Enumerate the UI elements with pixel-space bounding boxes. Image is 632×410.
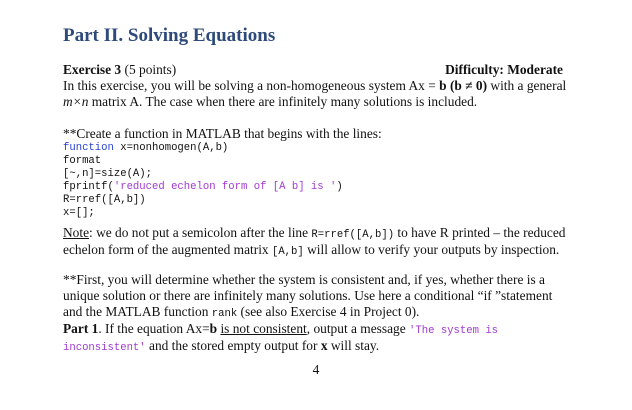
code-line-4 — [63, 181, 573, 194]
first-line-2: unique solution or there are infinitely many solutions. Use here a conditional “if ”statement — [63, 288, 553, 303]
part1-text-3: and the stored empty output for — [145, 338, 321, 353]
part1-x: x — [320, 338, 328, 353]
first-block — [63, 272, 573, 355]
note-code-rref: R=rref([A,b]) — [311, 229, 395, 241]
note-text-1: : we do not put a semicolon after the line — [89, 225, 312, 240]
first-line-3 — [63, 304, 573, 321]
code-string: 'reduced echelon form of [A b] is ' — [113, 181, 337, 193]
intro-line-2 — [63, 94, 573, 110]
intro-text: In this exercise, you will be solving a non-homogeneous system — [63, 78, 409, 93]
part1-message-2: inconsistent' — [63, 342, 146, 354]
first-line-1: **First, you will determine whether the system is consistent and, if yes, whether there is a — [63, 272, 545, 287]
part1-label: Part 1 — [63, 321, 99, 336]
code-line-6: x=[]; — [63, 207, 95, 219]
part1-text-2: , output a message — [306, 321, 410, 336]
part1-ax: Ax= — [185, 321, 210, 336]
section-title: Part II. Solving Equations — [63, 25, 276, 46]
code-line-2: format — [63, 155, 102, 167]
create-lead: **Create a function in MATLAB that begins with the lines: — [63, 126, 382, 141]
first-code-rank: rank — [211, 308, 238, 320]
intro-ax: Ax = — [408, 78, 440, 93]
part1-not-consistent: is not consistent — [220, 321, 307, 336]
note-block — [63, 225, 573, 259]
intro-text-3: matrix A. The case when there are infinitely many solutions is included. — [88, 94, 478, 109]
exercise-header — [63, 62, 573, 78]
intro-text-2: with a general — [487, 78, 567, 93]
code-signature: x=nonhomogen(A,b) — [113, 142, 229, 154]
part1-line-2 — [63, 338, 573, 355]
code-line-5: R=rref([A,b]) — [63, 194, 146, 206]
note-code-ab: [A,b] — [271, 246, 304, 258]
intro-b: b — [439, 78, 447, 93]
create-block — [63, 126, 573, 220]
difficulty-label: Difficulty: Moderate — [445, 62, 563, 77]
part1-line-1 — [63, 321, 573, 338]
exercise-points: (5 points) — [124, 62, 177, 77]
exercise-heading: Exercise 3 — [63, 62, 122, 77]
first-text-3b: (see also Exercise 4 in Project 0). — [237, 304, 420, 319]
note-label: Note — [63, 225, 90, 240]
code-line-3: [~,n]=size(A); — [63, 168, 153, 180]
code-block — [63, 142, 573, 220]
note-text-3: echelon form of the augmented matrix — [63, 242, 272, 257]
first-text-3a: and the MATLAB function — [63, 304, 212, 319]
note-line-1 — [63, 225, 573, 242]
part1-text-4: will stay. — [327, 338, 380, 353]
intro-condition: (b ≠ 0) — [446, 78, 488, 93]
part1-message-1: 'The system is — [409, 325, 499, 337]
page-number: 4 — [312, 362, 320, 377]
code-fprintf: fprintf( — [63, 181, 114, 193]
code-paren: ) — [336, 181, 343, 193]
note-text-4: will allow to verify your outputs by inspection. — [303, 242, 560, 257]
intro-line-1 — [63, 78, 573, 94]
code-line-1 — [63, 142, 573, 155]
code-keyword-function: function — [63, 142, 114, 154]
note-line-2 — [63, 242, 573, 259]
note-text-2: to have R printed – the reduced — [394, 225, 566, 240]
exercise-block — [63, 62, 573, 110]
intro-mxn: m×n — [63, 94, 89, 109]
part1-b: b — [209, 321, 218, 336]
part1-text-1: . If the equation — [98, 321, 186, 336]
